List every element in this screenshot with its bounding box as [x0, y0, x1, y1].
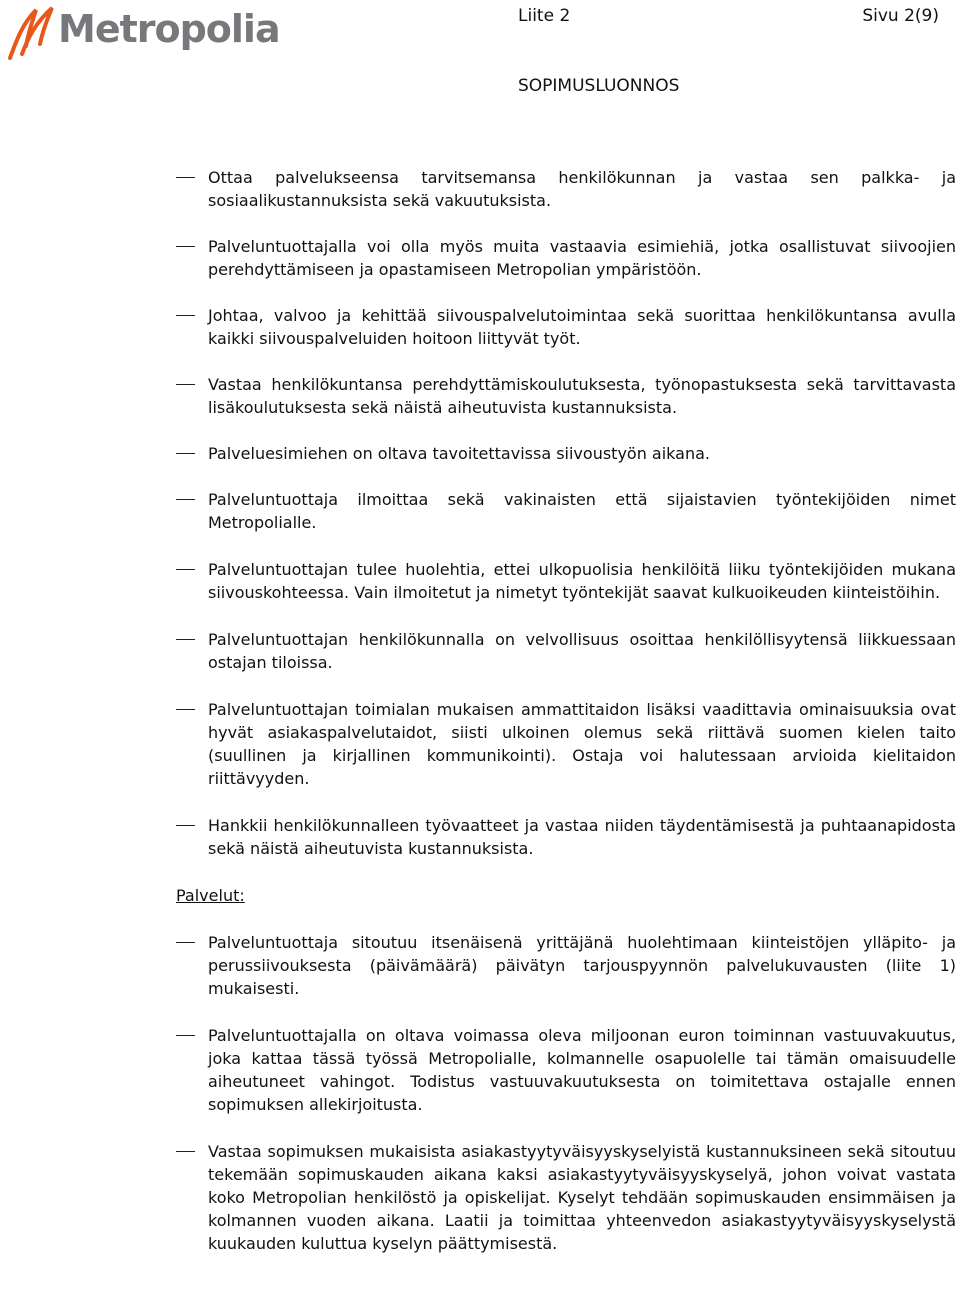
dash-bullet-icon [176, 246, 195, 247]
dash-bullet-icon [176, 453, 195, 454]
list-item [176, 235, 956, 281]
list-item [176, 628, 956, 674]
document-status: SOPIMUSLUONNOS [518, 76, 680, 96]
list-item-text: Palveluntuottajan henkilökunnalla on velvollisuus osoittaa henkilöllisyytensä liikkuessaan ostajan tiloissa. [208, 630, 956, 672]
list-item [176, 488, 956, 534]
attachment-label: Liite 2 [518, 6, 571, 26]
dash-bullet-icon [176, 709, 195, 710]
services-list [176, 931, 956, 1255]
obligations-list [176, 166, 956, 860]
list-item-text: Vastaa sopimuksen mukaisista asiakastyytyväisyyskyselyistä kustannuksineen sekä sitoutuu tekemään sopimuskauden aikana kaksi asiakastyytyväisyyskyselyä, johon voivat vastata koko Metropolian henkilöstö ja opiskelijat. Kyselyt tehdään sopimuskauden ensimmäisen ja kolmannen vuoden aikana. Laatii ja toimittaa yhteenvedon asiakastyytyväisyyskyselystä kuukauden kuluttua kyselyn päättymisestä. [208, 1142, 956, 1253]
list-item-text: Palveluntuottajan tulee huolehtia, ettei ulkopuolisia henkilöitä liiku työntekijöiden mukana siivouskohteessa. Vain ilmoitetut ja nimetyt työntekijät saavat kulkuoikeuden kiinteistöihin. [208, 560, 956, 602]
list-item [176, 558, 956, 604]
list-item-text: Palveluesimiehen on oltava tavoitettavissa siivoustyön aikana. [208, 444, 710, 463]
services-heading: Palvelut: [176, 886, 245, 905]
dash-bullet-icon [176, 942, 195, 943]
metropolia-logo [6, 2, 280, 62]
dash-bullet-icon [176, 639, 195, 640]
list-item [176, 1140, 956, 1255]
list-item-text: Palveluntuottaja ilmoittaa sekä vakinaisten että sijaistavien työntekijöiden nimet Metropolialle. [208, 490, 956, 532]
metropolia-logo-mark-icon [6, 2, 60, 60]
list-item-text: Hankkii henkilökunnalleen työvaatteet ja vastaa niiden täydentämisestä ja puhtaanapidosta sekä näistä aiheutuvista kustannuksista. [208, 816, 956, 858]
list-item-text: Vastaa henkilökuntansa perehdyttämiskoulutuksesta, työnopastuksesta sekä tarvittavasta lisäkoulutuksesta sekä näistä aiheutuvista kustannuksista. [208, 375, 956, 417]
list-item-text: Palveluntuottaja sitoutuu itsenäisenä yrittäjänä huolehtimaan kiinteistöjen ylläpito- ja perussiivouksesta (päivämäärä) päivätyn tarjouspyynnön palvelukuvausten (liite 1) mukaisesti. [208, 933, 956, 998]
list-item [176, 1024, 956, 1116]
list-item-text: Ottaa palvelukseensa tarvitsemansa henkilökunnan ja vastaa sen palkka- ja sosiaalikustannuksista sekä vakuutuksista. [208, 168, 956, 210]
dash-bullet-icon [176, 384, 195, 385]
dash-bullet-icon [176, 315, 195, 316]
document-body [176, 166, 956, 1279]
dash-bullet-icon [176, 1151, 195, 1152]
list-item [176, 373, 956, 419]
list-item [176, 698, 956, 790]
list-item [176, 304, 956, 350]
list-item-text: Palveluntuottajalla on oltava voimassa oleva miljoonan euron toiminnan vastuuvakuutus, joka kattaa tässä työssä Metropolialle, kolmannelle osapuolelle tai tämän omaisuudelle aiheutuneet vahingot. Todistus vastuuvakuutuksesta on toimitettava ostajalle ennen sopimuksen allekirjoitusta. [208, 1026, 956, 1114]
dash-bullet-icon [176, 569, 195, 570]
dash-bullet-icon [176, 1035, 195, 1036]
list-item [176, 931, 956, 1000]
logo-wordmark: Metropolia [58, 7, 280, 51]
page-number: Sivu 2(9) [862, 6, 939, 26]
list-item-text: Palveluntuottajan toimialan mukaisen ammattitaidon lisäksi vaadittavia ominaisuuksia ovat hyvät asiakaspalvelutaidot, siisti ulkoinen olemus sekä riittävä suomen kielen taito (suullinen ja kirjallinen kommunikointi). Ostaja voi halutessaan arvioida kielitaidon riittävyyden. [208, 700, 956, 788]
list-item-text: Palveluntuottajalla voi olla myös muita vastaavia esimiehiä, jotka osallistuvat siivoojien perehdyttämiseen ja opastamiseen Metropolian ympäristöön. [208, 237, 956, 279]
list-item [176, 814, 956, 860]
list-item [176, 166, 956, 212]
list-item [176, 442, 956, 465]
dash-bullet-icon [176, 499, 195, 500]
dash-bullet-icon [176, 825, 195, 826]
list-item-text: Johtaa, valvoo ja kehittää siivouspalvelutoimintaa sekä suorittaa henkilökuntansa avulla kaikki siivouspalveluiden hoitoon liittyvät työt. [208, 306, 956, 348]
dash-bullet-icon [176, 177, 195, 178]
